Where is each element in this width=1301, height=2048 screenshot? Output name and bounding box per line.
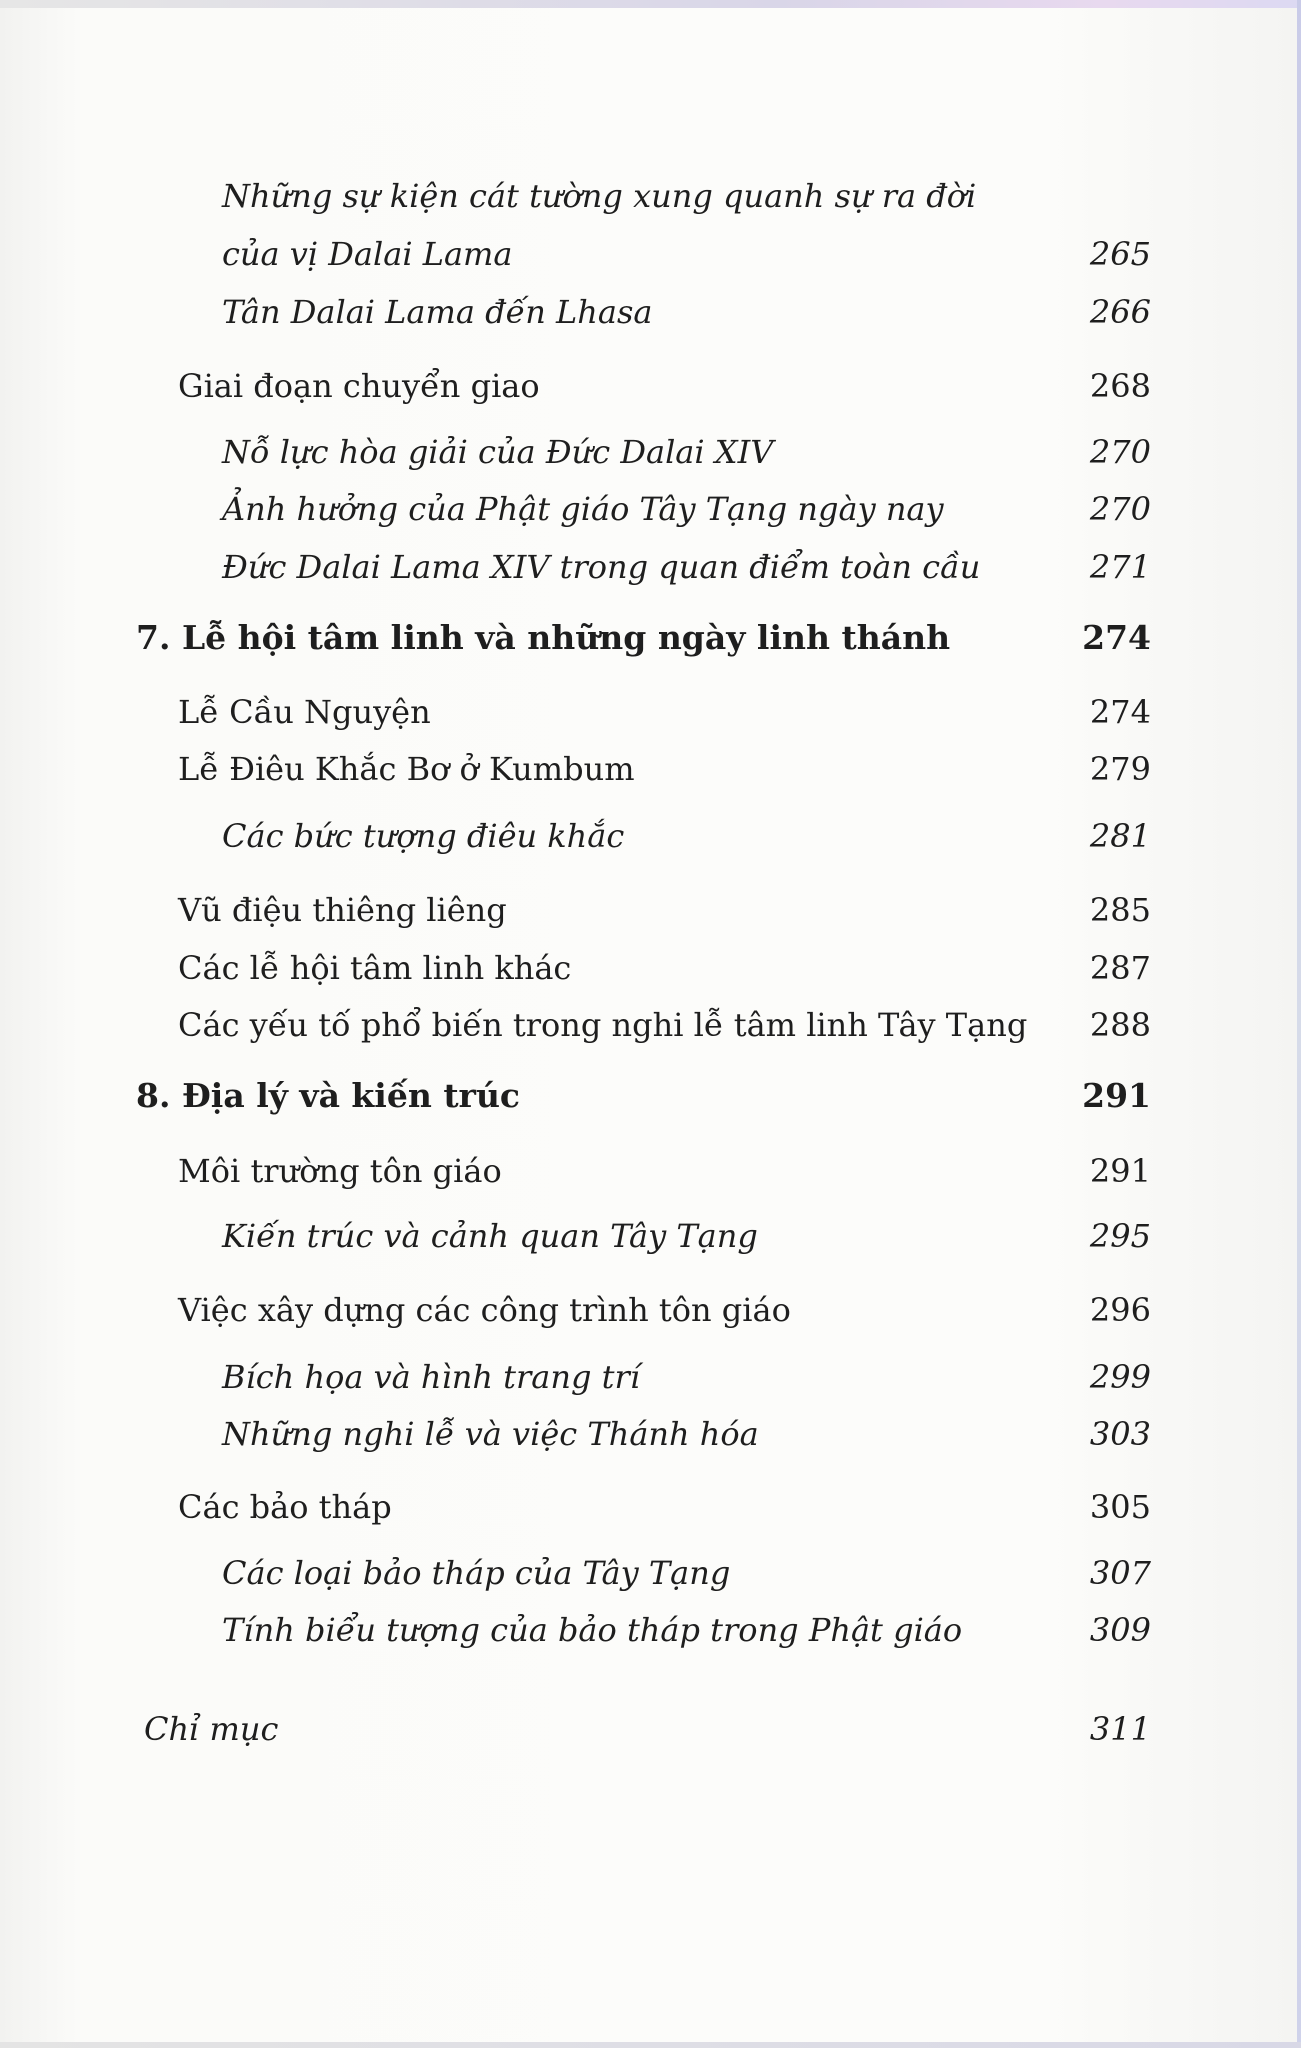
page-bottom-edge	[0, 2042, 1301, 2048]
toc-entry	[0, 226, 1301, 278]
toc-entry-page: 296	[1089, 1291, 1151, 1329]
toc-entry-title: Các loại bảo tháp của Tây Tạng	[222, 1554, 731, 1592]
toc-entry	[0, 1545, 1301, 1597]
toc-entry-title: Ảnh hưởng của Phật giáo Tây Tạng ngày nay	[222, 490, 944, 528]
toc-entry-title: Tính biểu tượng của bảo tháp trong Phật giáo	[222, 1611, 963, 1649]
toc-entry	[0, 168, 1301, 220]
toc-entry-title: Đức Dalai Lama XIV trong quan điểm toàn cầu	[222, 548, 981, 586]
toc-entry-title: Nỗ lực hòa giải của Đức Dalai XIV	[222, 433, 774, 471]
toc-entry-page: 299	[1089, 1358, 1151, 1396]
toc-entry-page: 266	[1089, 293, 1151, 331]
toc-entry-title: Kiến trúc và cảnh quan Tây Tạng	[222, 1217, 758, 1255]
toc-entry-title: Các bảo tháp	[178, 1488, 392, 1526]
toc-entry-title: Lễ Cầu Nguyện	[178, 693, 431, 731]
toc-entry-page: 268	[1089, 367, 1151, 405]
toc-entry-page: 307	[1089, 1554, 1151, 1592]
toc-entry-title: Bích họa và hình trang trí	[222, 1358, 641, 1396]
toc-entry-page: 270	[1089, 490, 1151, 528]
toc-entry	[0, 997, 1301, 1049]
toc-entry	[0, 1602, 1301, 1654]
toc-entry	[0, 1406, 1301, 1458]
toc-entry-title: Vũ điệu thiêng liêng	[178, 891, 507, 929]
toc-entry-page: 287	[1089, 949, 1151, 987]
toc-entry-page: 270	[1089, 433, 1151, 471]
toc-entry	[0, 882, 1301, 934]
toc-index-title: Chỉ mục	[144, 1710, 279, 1748]
toc-chapter-title: 8. Địa lý và kiến trúc	[136, 1076, 521, 1115]
toc-entry	[0, 1282, 1301, 1334]
toc-entry	[0, 424, 1301, 476]
page-top-edge	[0, 0, 1301, 8]
toc-entry-title: Những nghi lễ và việc Thánh hóa	[222, 1415, 759, 1453]
toc-entry-title: Giai đoạn chuyển giao	[178, 367, 540, 405]
toc-entry	[0, 1479, 1301, 1531]
toc-chapter	[0, 1068, 1301, 1120]
toc-entry	[0, 358, 1301, 410]
toc-entry-page: 274	[1089, 693, 1151, 731]
toc-entry	[0, 1143, 1301, 1195]
toc-entry	[0, 284, 1301, 336]
toc-entry	[0, 808, 1301, 860]
toc-entry-page: 303	[1089, 1415, 1151, 1453]
toc-chapter-page: 291	[1082, 1076, 1151, 1115]
toc-entry	[0, 481, 1301, 533]
toc-entry-page: 295	[1089, 1217, 1151, 1255]
toc-entry-title: Các yếu tố phổ biến trong nghi lễ tâm linh Tây Tạng	[178, 1006, 1028, 1044]
toc-entry	[0, 940, 1301, 992]
toc-chapter-title: 7. Lễ hội tâm linh và những ngày linh thánh	[136, 618, 951, 657]
toc-entry-page: 271	[1089, 548, 1151, 586]
toc-entry-title: Môi trường tôn giáo	[178, 1152, 502, 1190]
toc-entry	[0, 741, 1301, 793]
toc-entry-page: 285	[1089, 891, 1151, 929]
toc-entry-page: 305	[1089, 1488, 1151, 1526]
toc-entry-title: Tân Dalai Lama đến Lhasa	[222, 293, 653, 331]
toc-chapter	[0, 610, 1301, 662]
toc-entry-title: của vị Dalai Lama	[222, 235, 513, 273]
toc-entry	[0, 684, 1301, 736]
toc-entry-page: 279	[1089, 750, 1151, 788]
toc-entry-page: 309	[1089, 1611, 1151, 1649]
toc-entry-page: 265	[1089, 235, 1151, 273]
toc-entry-title: Các lễ hội tâm linh khác	[178, 949, 572, 987]
toc-entry-title: Lễ Điêu Khắc Bơ ở Kumbum	[178, 750, 635, 788]
toc-entry	[0, 1349, 1301, 1401]
toc-entry-page: 288	[1089, 1006, 1151, 1044]
toc-entry	[0, 1208, 1301, 1260]
toc-entry-page: 281	[1089, 817, 1151, 855]
toc-entry-title: Các bức tượng điêu khắc	[222, 817, 625, 855]
toc-chapter-page: 274	[1082, 618, 1151, 657]
toc-entry-title: Việc xây dựng các công trình tôn giáo	[178, 1291, 791, 1329]
toc-index-page: 311	[1089, 1710, 1151, 1748]
toc-index	[0, 1701, 1301, 1753]
toc-entry-title: Những sự kiện cát tường xung quanh sự ra đời	[222, 177, 977, 215]
toc-entry	[0, 539, 1301, 591]
toc-entry-page: 291	[1089, 1152, 1151, 1190]
